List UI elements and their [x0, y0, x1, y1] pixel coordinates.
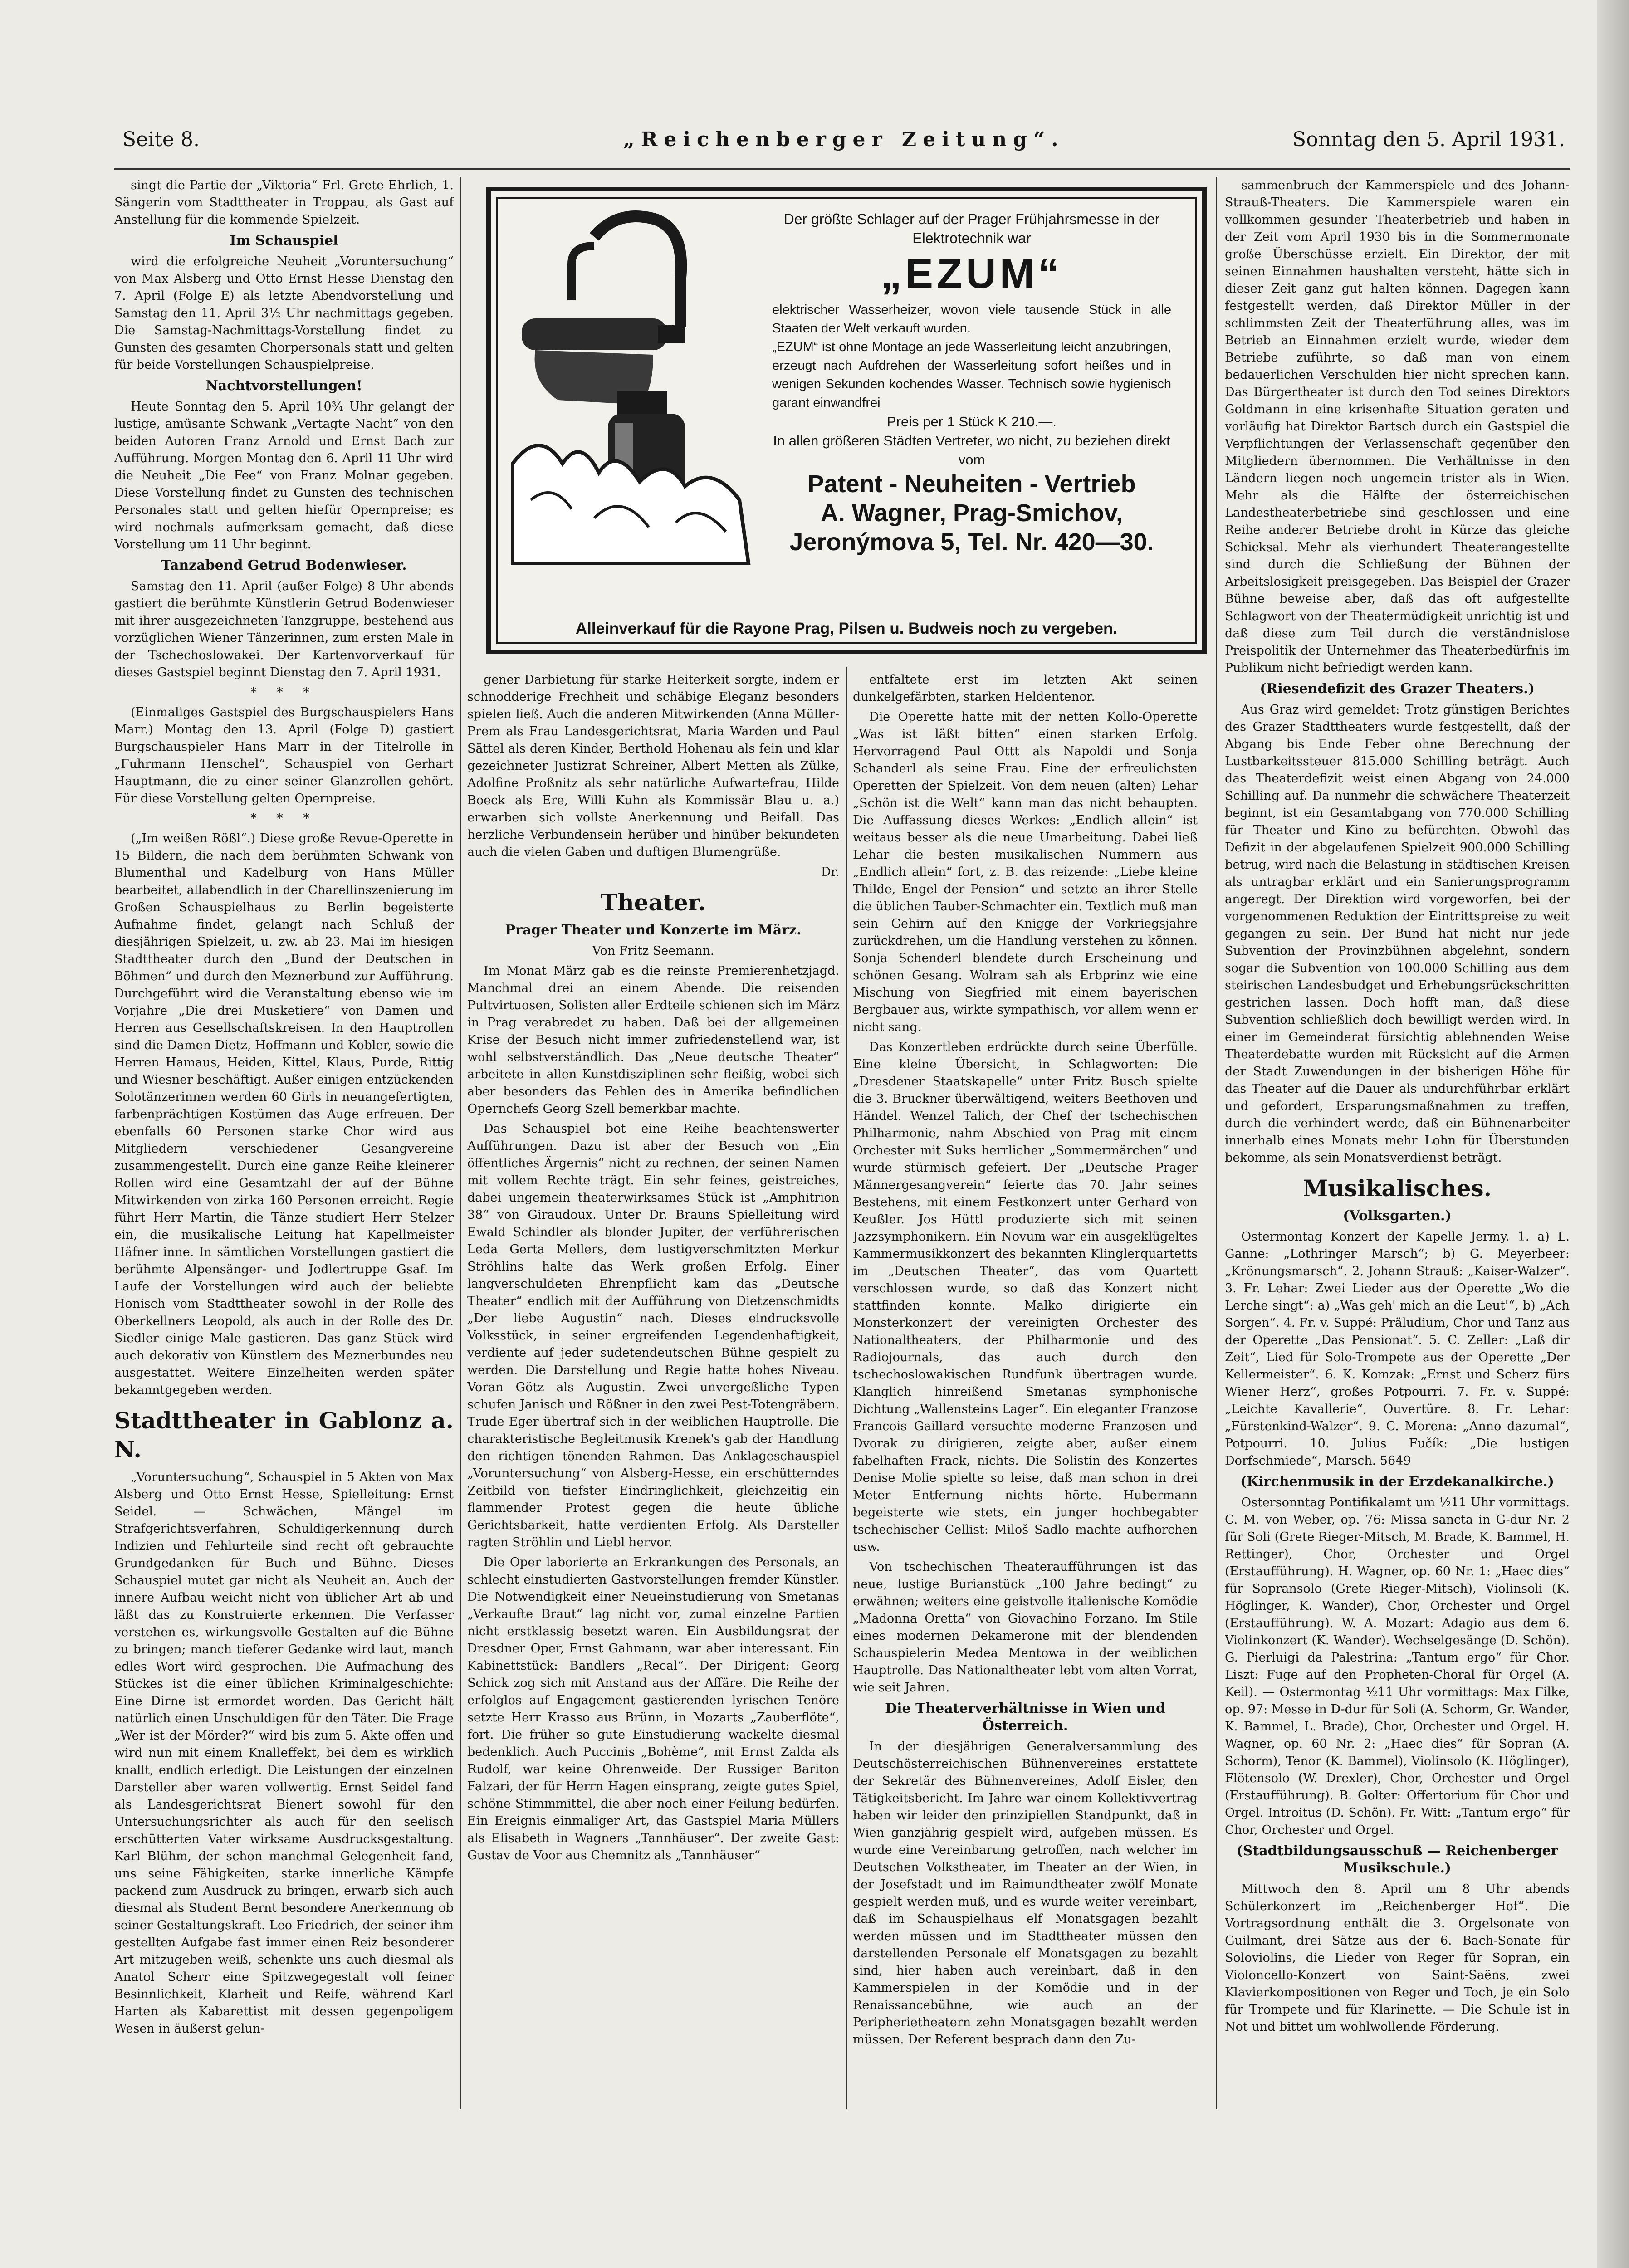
article-paragraph: sammenbruch der Kammerspiele und des Johann-Strauß-Theaters. Die Kammerspiele waren ein vollkommen gesunder Theaterbetrieb und haben in der Zeit vom April 1930 bis in die Sommermonate große Überschüsse erzielt. Ein Direktor, der mit seinen Einnahmen haushalten versteht, hätte sich in dieser Zeit ganz gut halten können. Dagegen kann festgestellt werden, daß Direktor Müller in der schlimmsten Zeit der Theaterführung alles, was im Betrieb an Einnahmen erzielt wurde, wieder dem Betriebe zuführte, so daß man von einem bedauerlichen Verschulden hier nicht sprechen kann. Das Bürgertheater ist durch den Tod seines Direktors Goldmann in eine krisenhafte Situation geraten und vorläufig hat Direktor Bartsch durch ein Gastspiel die Verpflichtungen der Verlassenschaft gegenüber den Mitgliedern übernommen. Die Verhältnisse in den Ländern liegen noch ungemein trister als in Wien. Mehr als die Hälfte der österreichischen Landestheaterbetriebe sind geschlossen und eine Reihe anderer Betriebe droht in Kürze das gleiche Schicksal. Mehr als vierhundert Theaterangestellte sind durch die Schließung der Bühnen der Arbeitslosigkeit preisgegeben. Das Beispiel der Grazer Bühne beweise aber, daß das oft aufgestellte Schlagwort von der Theatermüdigkeit unrichtig ist und daß diese zum Teil durch die verständnislose Preispolitik der Unternehmer das Theaterbedürfnis im Publikum nicht befriedigt werden kann.	[1225, 178, 1570, 675]
article-paragraph: Die Oper laborierte an Erkrankungen des Personals, an schlecht einstudierten Gastvorstellungen fremder Künstler. Die Notwendigkeit einer Neueinstudierung von Smetanas „Verkaufte Braut“ lag nicht vor, zumal einzelne Partien nicht erstklassig besetzt waren. Ein Ausbildungsrat der Dresdner Oper, Ernst Gahmann, war aber interessant. Ein Kabinettstück: Bandlers „Recal“. Der Dirigent: Georg Schick zog sich mit Anstand aus der Affäre. Die Reihe der erfolglos auf Engagement gastierenden lyrischen Tenöre setzte Herr Krasso aus Brünn, in Mozarts „Zauberflöte“, fort. Die früher so gute Einstudierung wackelte diesmal bedenklich. Auch Puccinis „Bohème“, mit Ernst Zalda als Rudolf, war keine Ohrenweide. Der Russiger Bariton Falzari, der für Herrn Hagen einsprang, zeigte gutes Spiel, schöne Stimmmittel, die aber noch einer Feilung bedürfen. Ein Ereignis einmaliger Art, das Gastspiel Maria Müllers als Elisabeth in Wagners „Tannhäuser“. Der zweite Gast: Gustav de Voor aus Chemnitz als „Tannhäuser“	[467, 1555, 839, 1862]
article-subheading: Prager Theater und Konzerte im März.	[505, 922, 802, 938]
section-kicker: Nachtvorstellungen!	[205, 378, 362, 394]
ad-address: Jeronýmova 5, Tel. Nr. 420—30.	[789, 528, 1154, 556]
article-paragraph: Ostermontag Konzert der Kapelle Jermy. 1. a) L. Ganne: „Lothringer Marsch“; b) G. Meyerbeer: „Krönungsmarsch“. 2. Johann Strauß: „Kaiser-Walzer“. 3. Fr. Lehar: Zwei Lieder aus der Operette „Wo die Lerche singt“: a) „Was geh' mich an die Leut'“, b) „Ach Sorgen“. 4. Fr. v. Suppé: Präludium, Chor und Tanz aus der Operette „Das Pensionat“. 5. C. Zeller: „Laß dir Zeit“, Lied für Solo-Trompete aus der Operette „Der Kellermeister“. 6. K. Komzak: „Ernst und Scherz fürs Wiener Herz“, großes Potpourri. 7. Fr. v. Suppé: „Leichte Kavallerie“, Ouvertüre. 8. Fr. Lehar: „Fürstenkind-Walzer“. 9. C. Morena: „Anno dazumal“, Potpourri. 10. Julius Fučík: „Die lustigen Dorfschmiede“, Marsch. 5649	[1225, 1230, 1570, 1468]
column-rule-1	[460, 177, 461, 2109]
article-paragraph: Die Operette hatte mit der netten Kollo-Operette „Was ist läßt bitten“ einen starken Erfolg. Hervorragend Paul Ottt als Napoldi und Sonja Schanderl als seine Frau. Eine der erfreulichsten Operetten der Spielzeit. Von dem neuen (alten) Lehar „Schön ist die Welt“ kann man das nicht behaupten. Die Auffassung dieses Werkes: „Endlich allein“ ist weitaus besser als die neue Umarbeitung. Dabei ließ Lehar die besten musikalischen Nummern aus „Endlich allein“ fort, z. B. das reizende: „Liebe kleine Thilde, Engel der Pension“ und setzte an ihrer Stelle die üblichen Tauber-Schmachter ein. Textlich muß man sein Gehirn auf den Knigge der Vorkriegsjahre zurückdrehen, um die Handlung verstehen zu können. Sonja Schenderl blendete durch Erscheinung und schönen Gesang. Wolram sah als Erbprinz wie eine Mischung von Siegfried mit einem bayerischen Bergbauer aus, wirkte sympathisch, vor allem wenn er nicht sang.	[853, 710, 1198, 1034]
ad-footer: Alleinverkauf für die Rayone Prag, Pilsen u. Budweis noch zu vergeben.	[575, 620, 1118, 637]
article-subheading: Die Theaterverhältnisse in Wien und Österreich.	[885, 1701, 1165, 1734]
ad-intro: Der größte Schlager auf der Prager Frühjahrsmesse in der Elektrotechnik war	[783, 211, 1160, 246]
section-kicker: (Kirchenmusik in der Erzdekanalkirche.)	[1240, 1474, 1554, 1490]
article-paragraph: Das Schauspiel bot eine Reihe beachtenswerter Aufführungen. Dazu ist aber der Besuch von „Ein öffentliches Ärgernis“ nicht zu rechnen, der seinen Namen mit vollem Rechte trägt. Ein sehr feines, geistreiches, dabei ungemein theaterwirksames Stück ist „Amphitrion 38“ von Giraudoux. Unter Dr. Brauns Spielleitung wird Ewald Schindler als blonder Jupiter, der verführerischen Leda Gerta Mellers, dem lustigverschmitzten Merkur Ströhlins halte das Werk großen Erfolg. Einer langverschuldeten Ehrenpflicht kam das „Deutsche Theater“ endlich mit der Aufführung von Dietzenschmidts „Der liebe Augustin“ nach. Dieses eindrucksvolle Volksstück, in seiner ergreifenden Legendenhaftigkeit, verdiente auf jeder sudetendeutschen Bühne gespielt zu werden. Die Darstellung und Regie hatte hohes Niveau. Voran Götz als Augustin. Zwei unvergeßliche Typen schufen Janisch und Rößner in den zwei Pest-Totengräbern. Trude Eger übertraf sich in der weiblichen Hauptrolle. Die charakteristische Begleitmusik Krenek's gab der Handlung den richtigen tönenden Rahmen. Das Anklageschauspiel „Voruntersuchung“ von Alsberg-Hesse, ein erschütterndes Zeitbild von tiefster Eindringlichkeit, gleichzeitig ein flammender Protest gegen die heute übliche Gerichtsbarkeit, hatte verdienten Erfolg. Als Darsteller ragten Ströhlin und Liebl hervor.	[467, 1122, 839, 1549]
column-rule-2	[846, 667, 847, 2109]
article-paragraph: Samstag den 11. April (außer Folge) 8 Uhr abends gastiert die berühmte Künstlerin Getrud Bodenwieser mit ihrer ausgezeichneten Tanzgruppe, bestehend aus vorzüglichen Wiener Tänzerinnen, zum ersten Male in der Tschechoslowakei. Der Kartenvorverkauf für dieses Gastspiel beginnt Dienstag den 7. April 1931.	[114, 579, 454, 679]
column-4	[1225, 177, 1570, 2109]
column-3	[853, 671, 1198, 2109]
article-paragraph: wird die erfolgreiche Neuheit „Voruntersuchung“ von Max Alsberg und Otto Ernst Hesse Dienstag den 7. April (Folge E) als letzte Abendvorstellung und Samstag den 11. April 3½ Uhr nachmittags gegeben. Die Samstag-Nachmittags-Vorstellung findet zu Gunsten des gesamten Chorpersonals statt und gelten für beide Vorstellungen Schauspielpreise.	[114, 254, 454, 372]
article-paragraph: Aus Graz wird gemeldet: Trotz günstigen Berichtes des Grazer Stadttheaters wurde festgestellt, daß der Abgang bis Ende Feber ohne Berechnung der Lustbarkeitssteuer 815.000 Schilling beträgt. Auch das Theaterdefizit weist einen Abgang von 24.000 Schilling auf. Da nunmehr die schwächere Theaterzeit beginnt, ist ein Gesamtabgang von 770.000 Schilling für Theater und Kino zu befürchten. Obwohl das Defizit in der abgelaufenen Spielzeit 900.000 Schilling betrug, wird nach die Belastung in städtischen Kreisen als untragbar erklärt und ein Sanierungsprogramm angeregt. Der Direktion wird vorgeworfen, bei der vorgenommenen Reduktion der Eintrittspreise zu weit gegangen zu sein. Der Bund hat nicht nur jede Subvention der Provinzbühnen abgelehnt, sondern sogar die Subvention von 100.000 Schilling aus dem steirischen Landesbudget und Erhebungsrückschritten gestrichen lassen. Doch hofft man, daß diese Subvention schließlich doch bewilligt werden wird. In einer im Gemeinderat fürsichtig ablehnenden Weise Theaterdebatte wurden mit Rücksicht auf die Armen der Stadt Zuwendungen in der bisherigen Höhe für das Theater auf die Dauer als undurchführbar erklärt und gefordert, Ersparungsmaßnahmen zu treffen, durch die verhindert werde, daß ein Bühnenarbeiter innerhalb eines Monats mehr Lohn für Überstunden bekomme, als sein Monatsverdienst beträgt.	[1225, 703, 1570, 1165]
ad-company: Patent - Neuheiten - Vertrieb	[807, 470, 1136, 498]
ad-price: Preis per 1 Stück K 210.—.	[887, 414, 1057, 430]
section-kicker: Im Schauspiel	[230, 233, 338, 249]
separator: * * *	[250, 811, 318, 826]
article-paragraph: Heute Sonntag den 5. April 10¾ Uhr gelangt der lustige, amüsante Schwank „Vertagte Nacht“ von den beiden Autoren Franz Arnold und Ernst Bach zur Aufführung. Morgen Montag den 6. April 11 Uhr wird die Neuheit „Die Fee“ von Franz Molnar gegeben. Diese Vorstellung findet zu Gunsten des technischen Personales statt und gelten hiefür Opernpreise; es wird nochmals aufmerksam gemacht, daß diese Vorstellung um 11 Uhr beginnt.	[114, 400, 454, 552]
article-paragraph: singt die Partie der „Viktoria“ Frl. Grete Ehrlich, 1. Sängerin vom Stadttheater in Troppau, als Gast auf Anstellung für die kommende Spielzeit.	[114, 178, 454, 227]
article-heading: Stadttheater in Gablonz a. N.	[114, 1407, 454, 1463]
ad-where: In allen größeren Städten Vertreter, wo nicht, zu beziehen direkt vom	[773, 433, 1170, 468]
issue-date: Sonntag den 5. April 1931.	[1292, 128, 1565, 151]
column-1	[114, 177, 454, 2109]
ad-body: elektrischer Wasserheizer, wovon viele tausende Stück in alle Staaten der Welt verkauft wurden.	[772, 303, 1171, 336]
byline: Von Fritz Seemann.	[592, 944, 714, 958]
article-paragraph: („Im weißen Rößl“.) Diese große Revue-Operette in 15 Bildern, die nach dem berühmten Schwank von Blumenthal und Kadelburg von Hans Müller bearbeitet, allabendlich in der Charellinszenierung im Großen Schauspielhaus zu Berlin begeisterte Aufnahme findet, gelangt nach Schluß der diesjährigen Spielzeit, u. zw. ab 23. Mai im hiesigen Stadttheater durch den „Bund der Deutschen in Böhmen“ und durch den Meznerbund zur Aufführung. Durchgeführt wird die Veranstaltung ebenso wie im Vorjahre „Die drei Musketiere“ von Damen und Herren aus Gesellschaftskreisen. In den Hauptrollen sind die Damen Dietz, Hoffmann und Kobler, sowie die Herren Hamaus, Heiden, Kittel, Klaus, Purde, Rittig und Wiesner beschäftigt. Außer einigen entzückenden Solotänzerinnen werden 60 Girls in neuangefertigten, farbenprächtigen Kostümen das Auge erfreuen. Der ebenfalls 60 Personen starke Chor wird aus Mitgliedern verschiedener Gesangvereine zusammengestellt. Durch eine ganze Reihe kleinerer Rollen wird eine Gesamtzahl der auf der Bühne Mitwirkenden von zirka 160 Personen erreicht. Regie führt Herr Martin, die Tänze studiert Herr Stelzer ein, die musikalische Leitung hat Kapellmeister Häfner inne. In sämtlichen Vorstellungen gastiert die berühmte Alpensänger- und Jodlertruppe Gsaf. Im Laufe der Vorstellungen wird auch der beliebte Honisch vom Stadttheater sowohl in der Rolle des Oberkellners Leopold, als auch in der Rolle des Dr. Siedler einige Male gastieren. Das ganz Stück wird auch dekorativ von Künstlern des Meznerbundes neu ausgestattet. Weitere Einzelheiten werden später bekanntgegeben werden.	[114, 831, 454, 1397]
ad-company-name: A. Wagner, Prag-Smichov,	[820, 499, 1123, 527]
page-header	[122, 126, 1565, 158]
article-paragraph: Ostersonntag Pontifikalamt um ½11 Uhr vormittags. C. M. von Weber, op. 76: Missa sancta in G-dur Nr. 2 für Soli (Grete Rieger-Mitsch, M. Brade, K. Bammel, H. Rettinger), Chor, Orchester und Orgel (Erstaufführung). H. Wagner, op. 60 Nr. 1: „Haec dies“ für Sopransolo (Grete Rieger-Mitsch), Violinsoli (K. Höglinger, K. Wander), Chor, Orchester und Orgel (Erstaufführung). W. A. Mozart: Adagio aus dem 6. Violinkonzert (K. Wander). Wechselgesänge (D. Schön). G. Pierluigi da Palestrina: „Tantum ergo“ für Chor. Liszt: Fuge auf den Propheten-Choral für Orgel (A. Keil). — Ostermontag ½11 Uhr vormittags: Max Filke, op. 97: Messe in D-dur für Soli (A. Schorm, Gr. Wander, K. Bammel, L. Brade), Chor, Orchester und Orgel. H. Wagner, op. 60 Nr. 2: „Haec dies“ für Sopran (A. Schorm), Tenor (K. Bammel), Violinsolo (K. Höglinger), Flötensolo (W. Drexler), Chor, Orchester und Orgel (Erstaufführung). B. Golter: Offertorium für Chor und Orgel. Introitus (D. Schön). Fr. Witt: „Tantum ergo“ für Chor, Orchester und Orgel.	[1225, 1496, 1570, 1837]
article-paragraph: „Voruntersuchung“, Schauspiel in 5 Akten von Max Alsberg und Otto Ernst Hesse, Spielleitung: Ernst Seidel. — Schwächen, Mängel im Strafgerichtsverfahren, Schuldigerkennung durch Indizien und Fehlurteile sind recht oft gebrauchte Grundgedanken für Buch und Bühne. Dieses Schauspiel mutet gar nicht als Neuheit an. Auch der innere Aufbau weicht nicht von üblicher Art ab und läßt das zu Konstruierte erkennen. Die Verfasser verstehen es, wirkungsvolle Gestalten auf die Bühne zu bringen; manch tieferer Gedanke wird laut, manch edles Wort wird gesprochen. Die Aufmachung des Stückes ist die einer üblichen Kriminalgeschichte: Eine Dirne ist ermordet worden. Das Gericht hält natürlich einen Unschuldigen für den Täter. Die Frage „Wer ist der Mörder?“ wird bis zum 5. Akte offen und wird nun mit einem Knalleffekt, bei dem es wirklich knallt, endlich erledigt. Die Leistungen der einzelnen Darsteller aber waren vollwertig. Ernst Seidel fand als Landesgerichtsrat Bienert sowohl für den Untersuchungsrichter als auch für den seelisch erschütterten Vater wirksame Ausdrucksgestaltung. Karl Blühm, der schon manchmal Gelegenheit fand, uns seine Fähigkeiten, starke innerliche Kämpfe packend zum Ausdruck zu bringen, erwarb sich auch diesmal als Student Bernt besondere Anerkennung ob seiner Gestaltungskraft. Leo Friedrich, der seiner ihm gestellten Aufgabe fast immer einen Reiz besonderer Art mitzugeben weiß, schenkte uns auch diesmal als Anatol Scherr eine Spitzwegegestalt voll feiner Besinnlichkeit, Klarheit und Reife, während Karl Harten als Kabarettist mit dessen gegenpoligem Wesen in äußerst gelun-	[114, 1470, 454, 2036]
article-paragraph: (Einmaliges Gastspiel des Burgschauspielers Hans Marr.) Montag den 13. April (Folge D) gastiert Burgschauspieler Hans Marr in der Titelrolle in „Fuhrmann Henschel“, Schauspiel von Gerhart Hauptmann, die zu einer seiner Glanzrollen gehört. Für diese Vorstellung gelten Opernpreise.	[114, 705, 454, 806]
article-paragraph: Das Konzertleben erdrückte durch seine Überfülle. Eine kleine Übersicht, in Schlagworten: Die „Dresdener Staatskapelle“ unter Fritz Busch spielte die 3. Bruckner überwältigend, weiters Beethoven und Händel. Wenzel Talich, der Chef der tschechischen Philharmonie, nahm Abschied von Prag mit einem Orchester mit Suks herrlicher „Sommermärchen“ und wurde stürmisch gefeiert. Der „Deutsche Prager Männergesangverein“ feierte das 70. Jahr seines Bestehens, mit einem Festkonzert unter Gerhard von Keußler. Jos Hüttl produzierte sich mit seinen Jazzsymphonikern. Ein Novum war ein ausgeklügeltes Kammermusikkonzert des bekannten Klinglerquartetts im „Deutschen Theater“, das vom Quartett verschlossen wurde, so daß das Konzert nicht stattfinden konnte. Malko dirigierte ein Monsterkonzert der vereinigten Orchester des Nationaltheaters, der Philharmonie und des Radiojournals, das auch durch den tschechoslowakischen Rundfunk übertragen wurde. Klanglich hinreißend Smetanas symphonische Dichtung „Wallensteins Lager“. Ein eleganter Franzose Francois Gaillard versuchte moderne Franzosen und Dvorak zu dirigieren, zeigte aber, außer einem fabelhaften Frack, nichts. Die Solistin des Konzertes Denise Molie spielte so leise, daß man schon in drei Meter Entfernung nichts hörte. Hubermann begeisterte wie stets, ein junger hochbegabter tschechischer Cellist: Miloš Sadlo machte aufhorchen usw.	[853, 1040, 1198, 1554]
column-rule-3	[1216, 177, 1217, 2109]
author-signature: Dr.	[821, 865, 839, 879]
newspaper-title: „Reichenberger Zeitung“.	[623, 128, 1065, 151]
ad-body: „EZUM“ ist ohne Montage an jede Wasserleitung leicht anzubringen, erzeugt nach Aufdrehen der Wasserleitung sofort heißes und in wenigen Sekunden kochendes Wasser. Technisch sowie hygienisch garant einwandfrei	[772, 340, 1171, 410]
article-heading: Theater.	[601, 889, 706, 916]
section-kicker: Tanzabend Getrud Bodenwieser.	[161, 557, 407, 573]
section-kicker: (Riesendefizit des Grazer Theaters.)	[1260, 681, 1535, 697]
column-2	[467, 671, 839, 2109]
ezum-advertisement	[486, 187, 1207, 654]
page-number: Seite 8.	[122, 128, 200, 151]
water-faucet-heater-icon	[504, 210, 758, 582]
page-edge	[1597, 0, 1629, 2268]
article-paragraph: gener Darbietung für starke Heiterkeit sorgte, indem er schnodderige Frechheit und schäbige Eleganz besonders spielen ließ. Auch die anderen Mitwirkenden (Anna Müller-Prem als Frau Landesgerichtsrat, Maria Warden und Paul Sättel als deren Kinder, Berthold Hohenau als fein und klar gezeichneter Justizrat Schreiner, Albert Metten als Zülke, Adolfine Proßnitz als sehr natürliche Aufwartefrau, Hilde Boeck als Ere, Willi Kuhn als Kommissär Blau u. a.) erwarben sich vollste Anerkennung und Beifall. Das herzliche Verbundensein herüber und hinüber bekundeten auch die vielen Gaben und duftigen Blumengrüße.	[467, 673, 839, 859]
section-kicker: (Stadtbildungsausschuß — Reichenberger Musikschule.)	[1236, 1843, 1558, 1876]
article-heading: Musikalisches.	[1302, 1175, 1492, 1202]
ad-brand: „EZUM“	[881, 251, 1063, 297]
ad-text-block	[772, 210, 1171, 557]
header-rule	[114, 168, 1570, 170]
article-paragraph: Von tschechischen Theateraufführungen ist das neue, lustige Burianstück „100 Jahre bedingt“ zu erwähnen; weiters eine geistvolle italienische Komödie „Madonna Oretta“ von Giovachino Forzano. Im Stile eines modernen Dekamerone mit der blendenden Schauspielerin Medea Mentowa in der weiblichen Hauptrolle. Das Nationaltheater lebt vom alten Vorrat, wie seit Jahren.	[853, 1560, 1198, 1695]
article-paragraph: entfaltete erst im letzten Akt seinen dunkelgefärbten, starken Heldentenor.	[853, 673, 1198, 704]
article-paragraph: In der diesjährigen Generalversammlung des Deutschösterreichischen Bühnenvereines erstattete der Sekretär des Bühnenvereines, Adolf Eisler, den Tätigkeitsbericht. Im Jahre war einem Kollektivvertrag haben wir leider den prinzipiellen Standpunkt, daß in Wien ganzjährig gespielt wird, aufgeben müssen. Es wurde eine Vereinbarung getroffen, nach welcher im Deutschen Volkstheater, im Theater an der Wien, in der Josefstadt und im Raimundtheater zwölf Monate gespielt werden muß, und es wurde weiter vereinbart, daß im Schauspielhaus elf Monatsgagen bezahlt werden müssen und im Stadttheater müssen den darstellenden Personale elf Monatsgagen zu bezahlt sind, hier haben auch vereinbart, daß in den Kammerspielen in der Komödie und in der Renaissancebühne, wie auch an der Peripherietheatern zehn Monatsgagen bezahlt werden müssen. Der Referent besprach dann den Zu-	[853, 1740, 1198, 2047]
article-paragraph: Mittwoch den 8. April um 8 Uhr abends Schülerkonzert im „Reichenberger Hof“. Die Vortragsordnung enthält die 3. Orgelsonate von Guilmant, drei Sätze aus der 6. Bach-Sonate für Soloviolins, die Lieder von Reger für Sopran, ein Violoncello-Konzert von Saint-Saëns, zwei Klavierkompositionen von Reger und Toch, je ein Solo für Trompete und für Klarinette. — Die Schule ist in Not und bittet um wohlwollende Förderung.	[1225, 1882, 1570, 2034]
separator: * * *	[250, 685, 318, 699]
article-paragraph: Im Monat März gab es die reinste Premierenhetzjagd. Manchmal drei an einem Abende. Die reisenden Pultvirtuosen, Solisten aller Erdteile schienen sich im März in Prag verabredet zu haben. Daß bei der allgemeinen Krise der Besuch nicht immer zufriedenstellend war, ist wohl selbstverständlich. Das „Neue deutsche Theater“ arbeitete in allen Kunstdisziplinen sehr fleißig, wobei sich aber besonders das Fehlen des in Amerika befindlichen Opernchefs Georg Szell bemerkbar machte.	[467, 964, 839, 1116]
section-kicker: (Volksgarten.)	[1343, 1208, 1452, 1224]
